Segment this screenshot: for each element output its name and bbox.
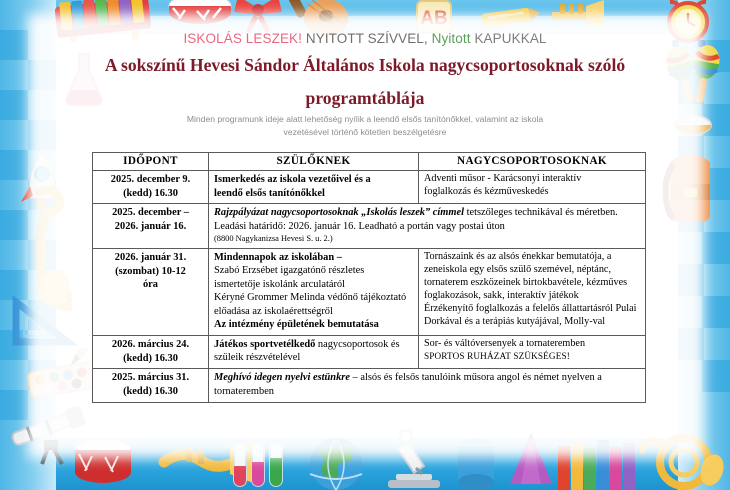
row-3-parents-heading: Mindennapok az iskolában – — [214, 251, 342, 263]
row-5-time — [93, 369, 209, 402]
row-3-parents — [209, 248, 419, 335]
tagline-part3: Nyitott — [431, 31, 471, 46]
row-1-parents-line2: leendő elsős tanítónőkkel — [214, 187, 325, 199]
row-2-address: (8800 Nagykanizsa Hevesi S. u. 2.) — [214, 233, 333, 243]
column-header-time: IDŐPONT — [93, 153, 209, 171]
row-1-kids-line2: foglalkozás és kézműveskedés — [424, 185, 549, 197]
tagline-part4: KAPUKKAL — [474, 31, 547, 46]
tagline-part1: ISKOLÁS LESZEK! — [183, 31, 303, 46]
table-header-row — [93, 153, 646, 171]
row-3-kids-p2: Érzékenyítő foglalkozás a felelős állattartásról Pulai Dorkával és a terápiás kutyájával, Molly-val — [424, 302, 637, 327]
row-4-kids-line1: Sor- és váltóversenyek a tornateremben — [424, 337, 586, 349]
page-title-second-line: programtáblája — [305, 88, 425, 108]
row-3-time-line1: 2026. január 31. — [114, 251, 187, 263]
row-4-parents-rest: nagycsoportosok és szüleik részvételével — [214, 338, 400, 364]
row-5-span-cell — [209, 369, 646, 402]
table-row — [93, 248, 646, 335]
row-4-time-line1: 2026. március 24. — [111, 338, 190, 350]
column-header-preschoolers: NAGYCSOPORTOSOKNAK — [419, 153, 646, 171]
row-4-parents — [209, 335, 419, 368]
row-3-time-line2: (szombat) 10-12 — [115, 265, 186, 277]
row-1-time-line1: 2025. december 9. — [110, 174, 191, 185]
row-1-time-line2: (kedd) 16.30 — [123, 187, 178, 199]
row-2-time-line1: 2025. december – — [112, 207, 189, 219]
row-3-parents-p1: Szabó Erzsébet igazgatónő részletes ismertetője iskolánk arculatáról — [214, 265, 365, 290]
row-4-parents-bold: Játékos sportvetélkedő — [214, 338, 316, 350]
row-3-time — [93, 248, 209, 335]
row-4-time — [93, 335, 209, 368]
row-3-parents-p3: Az intézmény épületének bemutatása — [214, 319, 379, 331]
row-5-time-line2: (kedd) 16.30 — [123, 386, 178, 398]
row-3-kids-p1: Tornászaink és az alsós énekkar bemutatója, a zeneiskola egy elsős szülő szemével, néptánc, tornaterem eszközeinek birtokbavétele, kézműves foglakozások, sakk, interaktív játékok — [424, 250, 628, 301]
row-1-kids — [419, 171, 646, 204]
row-2-contest-rest: tetszőleges technikával és méretben. — [463, 207, 618, 219]
row-5-time-line1: 2025. március 31. — [111, 372, 190, 384]
row-2-span-cell — [209, 204, 646, 248]
tagline-part2: NYITOTT SZÍVVEL, — [305, 31, 428, 46]
row-2-time — [93, 204, 209, 248]
row-3-kids — [419, 248, 646, 335]
tagline — [0, 31, 730, 46]
table-row — [93, 204, 646, 248]
row-4-kids — [419, 335, 646, 368]
subtitle-line-1: Minden programunk ideje alatt lehetőség nyílik a leendő elsős tanítónőkkel, valamint az iskola — [186, 114, 544, 124]
table-row — [93, 369, 646, 402]
row-2-drawing-contest — [214, 206, 640, 220]
subtitle-line-2: vezetésével történő kötetlen beszélgetésre — [283, 127, 447, 138]
table-row — [93, 171, 646, 204]
row-5-invite-rest: – alsós és felsős tanulóink műsora angol és német nyelven a tornateremben — [214, 372, 602, 398]
row-3-parents-p2: Kéryné Grommer Melinda védőnő tájékoztató előadása az iskolaérettségről — [214, 292, 407, 317]
row-5-invite-title: Meghívó idegen nyelvi estünkre — [214, 372, 350, 384]
row-1-parents-line1: Ismerkedés az iskola vezetőivel és a — [214, 174, 371, 185]
row-4-kids-note: SPORTOS RUHÁZAT SZÜKSÉGES! — [424, 350, 570, 361]
row-4-time-line2: (kedd) 16.30 — [123, 352, 178, 364]
column-header-parents: SZÜLŐKNEK — [209, 153, 419, 171]
row-2-time-line2: 2026. január 16. — [114, 221, 187, 233]
table-row — [93, 335, 646, 368]
row-2-contest-title: Rajzpályázat nagycsoportosoknak „Iskolás leszek” címmel — [214, 207, 464, 219]
row-3-time-line3: óra — [142, 279, 158, 291]
program-table-wrapper — [92, 152, 645, 403]
page-title: A sokszínű Hevesi Sándor Általános Iskola nagycsoportosoknak szóló — [104, 55, 626, 75]
row-1-kids-line1: Adventi műsor - Karácsonyi interaktív — [424, 173, 582, 184]
row-2-deadline: Leadási határidő: 2026. január 16. Leadható a portán vagy postai úton — [214, 221, 505, 233]
subtitle — [0, 113, 730, 140]
row-1-parents — [209, 171, 419, 204]
program-table — [92, 152, 646, 403]
row-1-time — [93, 171, 209, 204]
